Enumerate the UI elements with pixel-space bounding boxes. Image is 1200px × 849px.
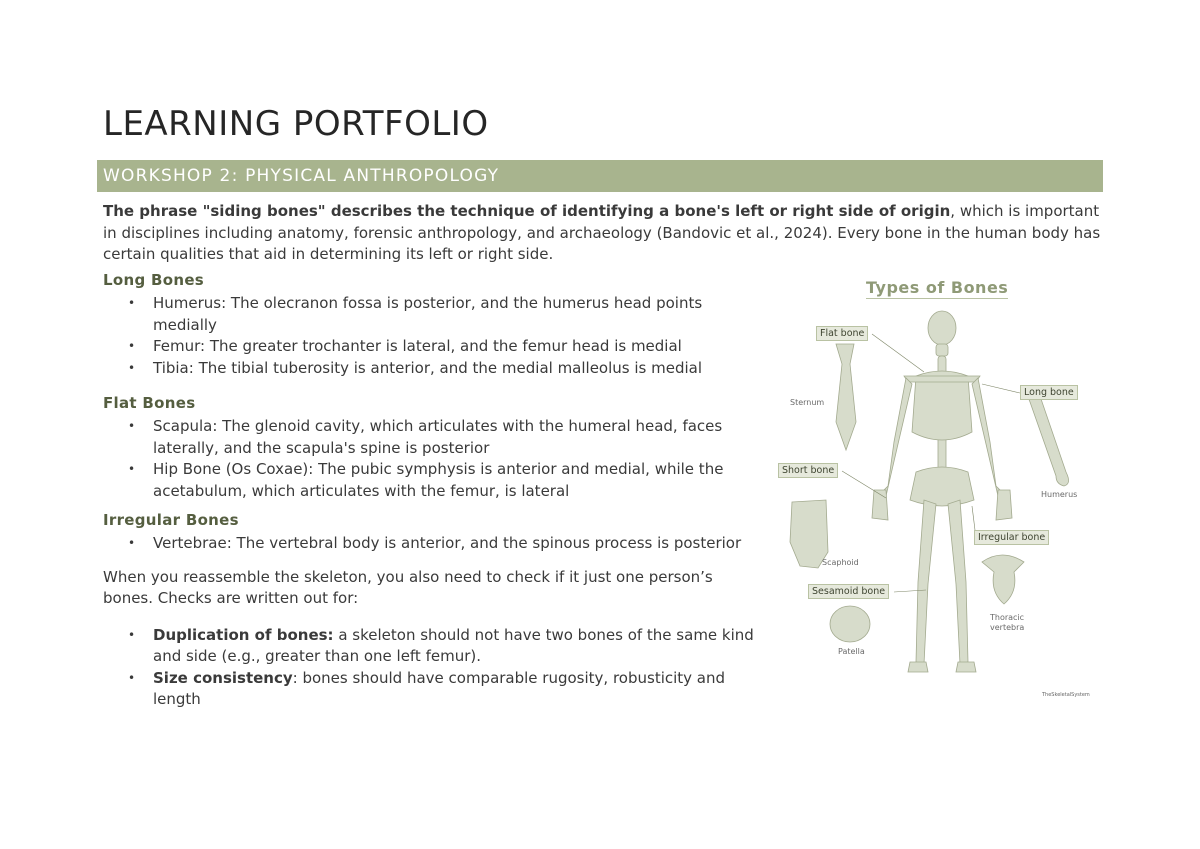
bullet-icon: • — [128, 462, 136, 476]
list-item-text: Femur: The greater trochanter is lateral, and the femur head is medial — [153, 337, 682, 355]
figure-title: Types of Bones — [866, 278, 1009, 297]
bullet-icon: • — [128, 339, 136, 353]
section-heading: WORKSHOP 2: PHYSICAL ANTHROPOLOGY — [103, 166, 500, 186]
patella-caption: Patella — [838, 647, 865, 656]
intro-paragraph — [103, 201, 1103, 266]
humerus-icon — [1026, 389, 1069, 486]
thoracic-caption-2: vertebra — [990, 623, 1025, 632]
content-column — [103, 269, 763, 711]
flat-bones-list — [103, 416, 763, 502]
bullet-icon: • — [128, 360, 136, 375]
list-item — [128, 533, 763, 555]
scaphoid-caption: Scaphoid — [822, 558, 859, 567]
check-text: : bones should have comparable rugosity, robusticity and length — [153, 668, 726, 708]
intro-bold-text: The phrase "siding bones" describes the technique of identifying a bone's left or right side of origin — [103, 202, 951, 220]
list-item-text: Hip Bone (Os Coxae): The pubic symphysis is anterior and medial, while the acetabulum, which articulates with the femur, is lateral — [153, 460, 724, 500]
list-item — [128, 459, 763, 502]
bullet-icon: • — [128, 296, 136, 310]
irregular-bones-list — [103, 533, 763, 555]
skull-icon — [928, 311, 956, 345]
page-title: LEARNING PORTFOLIO — [103, 104, 489, 144]
list-item — [128, 336, 763, 358]
check-text: a skeleton should not have two bones of the same kind and side (e.g., greater than one left femur). — [153, 625, 754, 665]
list-item-text: Tibia: The tibial tuberosity is anterior, and the medial malleolus is medial — [153, 358, 703, 377]
thoracic-vertebra-icon — [982, 555, 1024, 604]
long-bone-label: Long bone — [1020, 385, 1078, 400]
bullet-icon: • — [128, 419, 136, 433]
patella-icon — [830, 606, 870, 642]
sesamoid-bone-label: Sesamoid bone — [808, 584, 889, 599]
list-item — [128, 668, 763, 711]
long-bones-list — [103, 293, 763, 379]
list-item — [128, 358, 763, 380]
short-bone-label: Short bone — [778, 463, 838, 478]
list-item — [128, 293, 763, 336]
flat-bones-heading: Flat Bones — [103, 394, 196, 412]
bullet-icon: • — [128, 670, 136, 685]
reassemble-paragraph: When you reassemble the skeleton, you also need to check if it just one person’s bones. Checks are written out for: — [103, 567, 713, 607]
thoracic-caption-1: Thoracic — [990, 613, 1025, 622]
list-item-text: Scapula: The glenoid cavity, which articulates with the humeral head, faces laterally, and the scapula's spine is posterior — [153, 417, 723, 457]
irregular-bones-heading: Irregular Bones — [103, 511, 239, 529]
list-item — [128, 416, 763, 459]
humerus-caption: Humerus — [1041, 490, 1078, 499]
section-heading-bar — [97, 160, 1103, 192]
list-item-text: Humerus: The olecranon fossa is posterior, and the humerus head points medially — [153, 294, 703, 334]
check-label: Size consistency — [153, 668, 293, 687]
irregular-bone-label: Irregular bone — [974, 530, 1049, 545]
check-label: Duplication of bones: — [153, 625, 334, 644]
flat-bone-label: Flat bone — [816, 326, 868, 341]
long-bones-heading: Long Bones — [103, 271, 205, 289]
bullet-icon: • — [128, 536, 136, 550]
figure-credit: TheSkeletalSystem — [1042, 692, 1090, 698]
checks-list — [103, 625, 763, 711]
list-item — [128, 625, 763, 668]
list-item-text: Vertebrae: The vertebral body is anterior, and the spinous process is posterior — [153, 534, 742, 552]
sternum-icon — [836, 344, 856, 450]
intro-text: , which is important in disciplines including anatomy, forensic anthropology, and archaeology (Bandovic et al., 2024). Every bone in the human body has certain qualities that aid in determining its left or right side. — [103, 202, 1101, 263]
bullet-icon: • — [128, 627, 136, 642]
sternum-caption: Sternum — [790, 398, 825, 407]
types-of-bones-figure — [776, 272, 1092, 712]
